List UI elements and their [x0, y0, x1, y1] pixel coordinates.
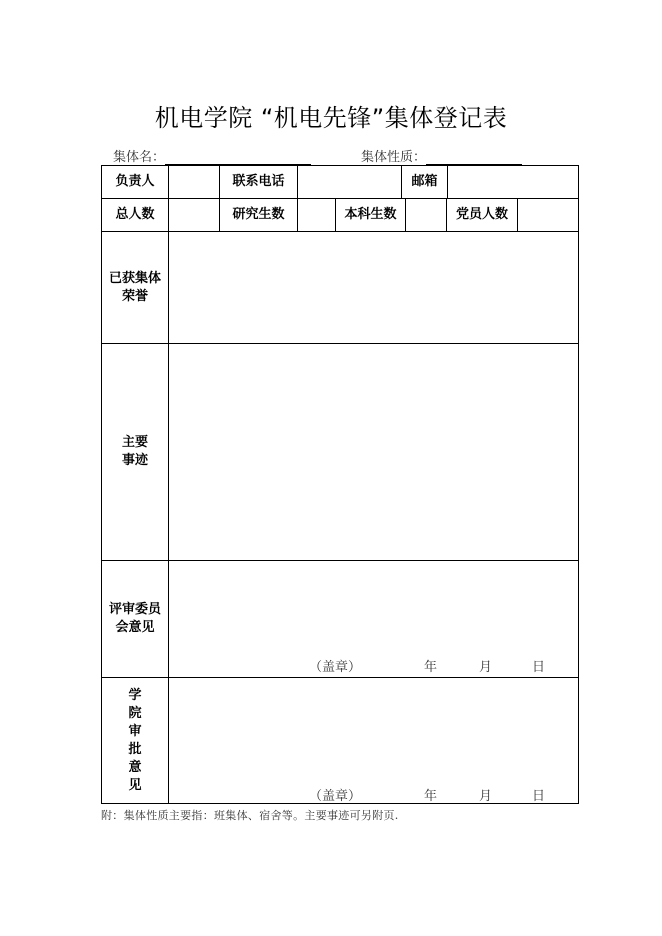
email-label: 邮箱 [402, 166, 448, 199]
college-char-1: 学 [128, 687, 142, 703]
phone-input[interactable] [298, 166, 402, 199]
footnote: 附：集体性质主要指：班集体、宿舍等。主要事迹可另附页. [101, 809, 399, 822]
leader-label: 负责人 [102, 166, 169, 199]
college-char-6: 见 [128, 777, 142, 793]
college-year-text: 年 [424, 789, 438, 804]
deeds-label-line2: 事迹 [121, 453, 148, 468]
committee-day-text: 日 [532, 660, 546, 675]
committee-label-line1: 评审委员 [108, 602, 161, 617]
honors-label-line1: 已获集体 [108, 270, 161, 286]
graduate-count-label: 研究生数 [220, 199, 298, 232]
deeds-label [102, 344, 169, 561]
collective-type-field [361, 146, 522, 165]
committee-seal-text: （盖章） [309, 660, 362, 675]
undergrad-count-input[interactable] [406, 199, 447, 232]
honors-label [102, 232, 169, 344]
registration-form-table [101, 165, 579, 804]
leader-input[interactable] [169, 166, 220, 199]
page-title: 机电学院 “机电先锋”集体登记表 [154, 104, 508, 132]
college-char-3: 审 [128, 723, 142, 739]
college-month-text: 月 [479, 789, 493, 804]
committee-opinion-input[interactable] [169, 561, 579, 678]
committee-label-line2: 会意见 [115, 620, 155, 635]
honors-label-line2: 荣誉 [121, 288, 148, 304]
college-char-5: 意 [128, 759, 142, 775]
collective-name-input[interactable] [165, 150, 311, 165]
email-input[interactable] [448, 166, 579, 199]
committee-year-text: 年 [424, 660, 438, 675]
collective-type-input[interactable] [426, 150, 522, 165]
deeds-label-line1: 主要 [121, 435, 148, 450]
college-approval-input[interactable] [169, 678, 579, 803]
total-count-input[interactable] [169, 199, 220, 232]
collective-name-label: 集体名： [113, 150, 166, 165]
college-day-text: 日 [532, 789, 546, 804]
committee-month-text: 月 [479, 660, 493, 675]
college-char-2: 院 [128, 705, 142, 721]
collective-name-field [113, 146, 311, 165]
college-char-4: 批 [128, 741, 142, 757]
deeds-input[interactable] [169, 344, 579, 561]
undergrad-count-label: 本科生数 [336, 199, 406, 232]
graduate-count-input[interactable] [298, 199, 336, 232]
college-seal-text: （盖章） [309, 789, 362, 804]
party-count-input[interactable] [518, 199, 579, 232]
committee-opinion-label [102, 561, 169, 678]
party-count-label: 党员人数 [447, 199, 518, 232]
honors-input[interactable] [169, 232, 579, 344]
collective-type-label: 集体性质： [361, 150, 427, 165]
phone-label: 联系电话 [220, 166, 298, 199]
college-approval-label [102, 678, 169, 803]
total-count-label: 总人数 [102, 199, 169, 232]
